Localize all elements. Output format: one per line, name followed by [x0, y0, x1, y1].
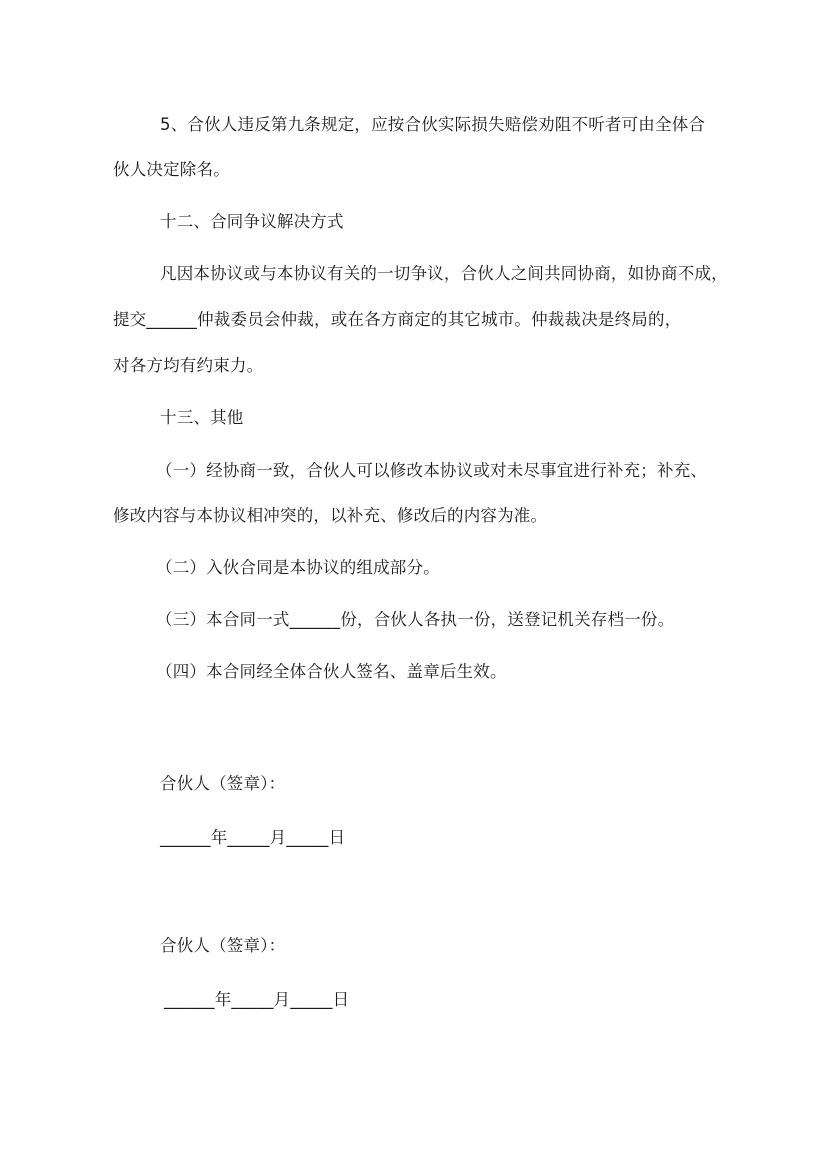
item4: （四）本合同经全体合伙人签名、盖章后生效。: [156, 662, 507, 681]
item2: （二）入伙合同是本协议的组成部分。: [156, 558, 440, 577]
signature1-date: ______年_____月_____日: [160, 828, 346, 847]
clause5-line2: 伙人决定除名。: [113, 160, 230, 179]
signature2-label: 合伙人（签章）：: [160, 936, 286, 955]
section13-heading: 十三、其他: [160, 408, 244, 427]
signature1-label: 合伙人（签章）：: [160, 774, 286, 793]
item3: （三）本合同一式______份，合伙人各执一份，送登记机关存档一份。: [156, 610, 675, 629]
section12-heading: 十二、合同争议解决方式: [160, 212, 344, 231]
clause5-line1: 5、合伙人违反第九条规定，应按合伙实际损失赔偿劝阻不听者可由全体合: [160, 115, 706, 134]
section12-para-line1: 凡因本协议或与本协议有关的一切争议，合伙人之间共同协商，如协商不成，: [160, 264, 728, 283]
watermark: [207, 386, 335, 514]
signature2-date: ______年_____月_____日: [164, 990, 350, 1009]
section12-para-line2: 提交______仲裁委员会仲裁，或在各方商定的其它城市。仲裁裁决是终局的，: [113, 310, 682, 329]
item1-line1: （一）经协商一致，合伙人可以修改本协议或对未尽事宜进行补充；补充、: [156, 461, 708, 480]
item1-line2: 修改内容与本协议相冲突的，以补充、修改后的内容为准。: [113, 506, 548, 525]
section12-para-line3: 对各方均有约束力。: [113, 356, 264, 375]
